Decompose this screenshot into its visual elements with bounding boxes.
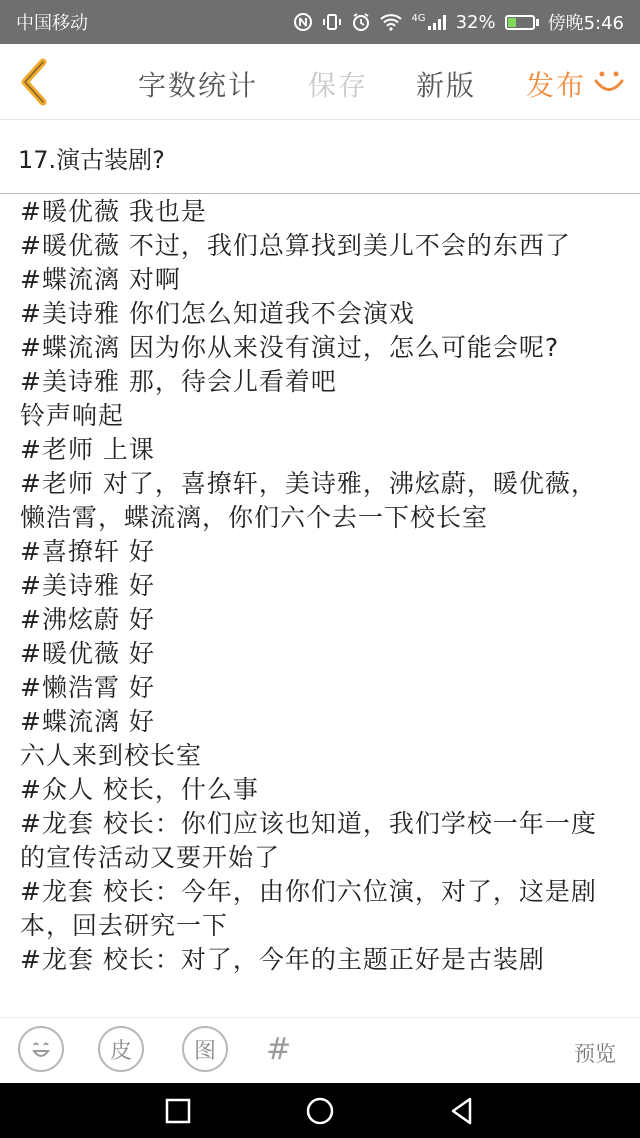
home-icon — [305, 1096, 335, 1126]
text-line: #蝶流漓 对啊 — [20, 265, 181, 294]
battery-percent: 32% — [455, 11, 496, 33]
editor-bottom-bar — [0, 1017, 640, 1083]
alarm-icon — [351, 12, 371, 32]
text-line: #龙套 校长：今年，由你们六位演，对了，这是剧本，回去研究一下 — [20, 877, 597, 940]
text-line: 铃声响起 — [20, 401, 125, 430]
chapter-title-field[interactable] — [0, 120, 640, 194]
editor-content[interactable] — [0, 195, 640, 1017]
chevron-left-icon — [17, 58, 51, 106]
text-line: #众人 校长，什么事 — [20, 775, 259, 804]
chapter-title: 17.演古装剧? — [18, 146, 165, 174]
publish-button[interactable]: 发布 — [526, 69, 587, 102]
carrier-label: 中国移动 — [16, 13, 88, 34]
system-nav-bar — [0, 1083, 640, 1138]
text-line: #蝶流漓 因为你从来没有演过，怎么可能会呢? — [20, 333, 560, 362]
emoji-button[interactable] — [18, 1026, 64, 1072]
text-line: 六人来到校长室 — [20, 741, 203, 770]
new-version-button[interactable]: 新版 — [416, 69, 477, 102]
text-line: #美诗雅 你们怎么知道我不会演戏 — [20, 299, 415, 328]
image-label: 图 — [193, 1038, 216, 1064]
smiley-icon[interactable] — [592, 66, 626, 98]
word-count-button[interactable]: 字数统计 — [138, 69, 259, 102]
signal-icon — [411, 13, 446, 31]
wifi-icon — [380, 13, 402, 31]
text-line: #美诗雅 好 — [20, 571, 155, 600]
text-line: #沸炫蔚 好 — [20, 605, 155, 634]
hashtag-button[interactable]: # — [266, 1032, 292, 1067]
back-button[interactable] — [10, 56, 58, 108]
text-line: #龙套 校长：你们应该也知道，我们学校一年一度的宣传活动又要开始了 — [20, 809, 597, 872]
text-line: #喜撩轩 好 — [20, 537, 155, 566]
preview-button[interactable]: 预览 — [574, 1042, 616, 1066]
vibrate-icon — [322, 12, 342, 32]
emoji-icon — [26, 1034, 56, 1064]
recent-apps-button[interactable] — [158, 1091, 198, 1131]
text-line: #美诗雅 那，待会儿看着吧 — [20, 367, 337, 396]
nfc-icon — [293, 12, 313, 32]
system-back-button[interactable] — [442, 1091, 482, 1131]
text-line: #蝶流漓 好 — [20, 707, 155, 736]
text-line: #暖优薇 好 — [20, 639, 155, 668]
back-icon — [448, 1096, 476, 1126]
skin-button[interactable] — [98, 1026, 144, 1072]
home-button[interactable] — [300, 1091, 340, 1131]
text-line: #龙套 校长：对了，今年的主题正好是古装剧 — [20, 945, 545, 974]
text-line: #暖优薇 不过，我们总算找到美儿不会的东西了 — [20, 231, 571, 260]
status-bar — [0, 0, 640, 44]
text-line: #懒浩霄 好 — [20, 673, 155, 702]
editor-toolbar — [0, 44, 640, 120]
recent-apps-icon — [164, 1097, 192, 1125]
battery-icon — [505, 15, 539, 30]
text-line: #老师 上课 — [20, 435, 155, 464]
text-line: #暖优薇 我也是 — [20, 197, 207, 226]
save-button[interactable]: 保存 — [308, 69, 369, 102]
image-button[interactable] — [182, 1026, 228, 1072]
text-line: #老师 对了，喜撩轩，美诗雅，沸炫蔚，暖优薇，懒浩霄，蝶流漓，你们六个去一下校长室 — [20, 469, 597, 532]
clock: 傍晚5:46 — [547, 13, 624, 34]
network-type-label: 4G — [411, 13, 426, 24]
skin-label: 皮 — [109, 1038, 132, 1064]
